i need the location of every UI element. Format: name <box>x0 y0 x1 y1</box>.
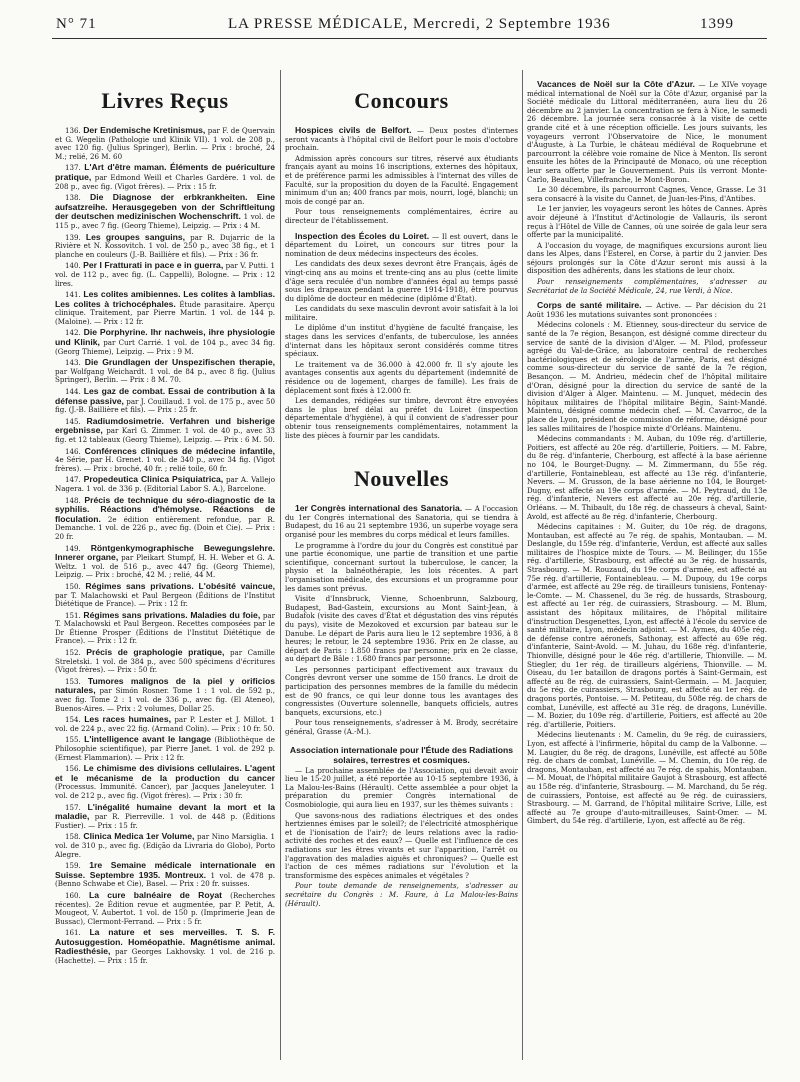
book-title: Radiumdosimetrie. Verfahren und bisherige ergebnisse, <box>55 415 275 436</box>
book-entry <box>55 928 275 965</box>
book-details: par R. Dujarric de la Rivière et N. Kossovitch. 1 vol. de 250 p., avec 38 fig., et 1 planche en couleurs (J.-B. Baillière et fils). — Prix : 36 fr. <box>55 232 275 259</box>
article-paragraph: Médecins lieutenants : M. Camelin, du 9e rég. de cuirassiers, Lyon, est affecté à l'infirmerie, hôpital du camp de la Valbonne. — M. Laugier, du 8e rég. de dragons, Lunéville, est affecté au 508e rég. de chars de combat, Lunéville. — M. Chemin, du 10e rég. de dragons, Montauban, est affecté au 7e rég. de spahis, Montauban. — M. Mouat, de l'hôpital militaire Gaujot à Strasbourg, est affecté au 158e rég. d'infanterie, Strasbourg. — M. Marchand, du 5e rég. de cuirassiers, Pontoise, est affecté au 9e rég. de cuirassiers, Strasbourg. — M. Garrand, de l'hôpital militaire Scrive, Lille, est affecté au 7e groupe d'auto-mitrailleuses, Saint-Omer. — M. Gimbert, du 54e rég. d'artillerie, Lyon, est affecté au 8e rég. <box>527 730 767 826</box>
book-entry <box>55 387 275 415</box>
article-text: — A l'occasion du 1er Congrès international des Sanatoria, qui se tiendra à Budapest, du 16 au 21 septembre 1936, un superbe voyage sera organisé pour les membres du corps médical et leurs familles. <box>285 504 518 539</box>
article-paragraph: Les demandes, rédigées sur timbre, devront être envoyées dans le plus bref délai au préfet du Loiret (inspection départementale d'hygiène), à qui il convient de s'adresser pour obtenir tous renseignements complémentaires, notamment la liste des pièces à fournir par les candidats. <box>285 396 518 440</box>
book-number: 158. <box>65 832 81 842</box>
book-title: Tumores malignos de la piel y orificios naturales, <box>55 675 275 696</box>
book-title: L'intelligence avant le langage <box>84 734 212 745</box>
book-entry <box>55 735 275 762</box>
book-number: 149. <box>65 543 81 553</box>
book-number: 147. <box>65 475 81 485</box>
section-title-livres: Livres Reçus <box>101 88 229 113</box>
book-title: La nature et ses merveilles. T. S. F. Autosuggestion. Homéopathie. Magnétisme animal. Radiesthésie, <box>55 927 275 957</box>
book-details: par Nino Marsiglia. 1 vol. de 310 p., avec fig. (Edição da Livraria do Globo), Porto Alegre. <box>55 832 275 859</box>
article-paragraph <box>285 126 518 153</box>
column-divider <box>522 70 523 1060</box>
book-number: 146. <box>65 446 81 456</box>
book-title: Les groupes sanguins, <box>85 231 186 242</box>
book-entry <box>55 861 275 889</box>
book-number: 160. <box>65 890 81 900</box>
book-details: Étude parasitaire. Aperçu clinique. Traitement, par Pierre Martin. 1 vol. de 144 p. (Maloine). — Prix : 12 fr. <box>55 299 275 326</box>
article-paragraph: Les candidats des deux sexes devront être Français, âgés de vingt-cinq ans au moins et trente-cinq ans au plus (cette limite d'âge sera reculée d'un nombre d'années égal au temps passé sous les drapeaux pendant la guerre 1914-1918), être pourvus du diplôme de docteur en médecine (diplôme d'État). <box>285 259 518 303</box>
article-paragraph: Médecins commandants : M. Auban, du 109e rég. d'artillerie, Poitiers, est affecté au 20e rég. d'artillerie, Poitiers. — M. Fabre, du 8e rég. d'infanterie, Cherbourg, est affecté à la base aérienne no 104, le Bourget-Dugny. — M. Zimmermann, du 55e rég. d'artillerie, Fontainebleau, est affecté au 13e rég. d'infanterie, Nevers. — M. Grusson, de la base aérienne no 104, le Bourget-Dugny, est affecté au 19e corps d'armée. — M. Peytraud, du 13e rég. d'infanterie, Nevers est affecté au 20e rég. d'artillerie, Orléans. — M. Thibault, du 18e rég. de chasseurs à cheval, Saint-Avold, est affecté au 8e rég. d'infanterie, Cherbourg. <box>527 434 767 521</box>
issue-number: N° 71 <box>56 16 97 32</box>
article-paragraph <box>527 301 767 319</box>
book-title: Les gaz de combat. Essai de contribution à la défense passive, <box>55 386 275 406</box>
article-paragraph: — La prochaine assemblée de l'Association, qui devait avoir lieu le 15-20 juillet, a été reportée au 10-15 septembre 1936, à La Malou-les-Bains (Hérault). Cette assemblée a pour objet la préparation du premier Congrès international de Cosmobiologie, qui aura lieu en 1937, sur les thèmes suivants : <box>285 765 518 809</box>
article-text: — Le XIVe voyage médical international de Noël sur la Côte d'Azur, organisé par la Société médicale du Littoral méditerranéen, aura lieu du 26 décembre au 2 janvier. La concentration se fera à Nice, le samedi 26 décembre. La journée sera consacrée à la visite de cette grande cité et à une réception officielle. Les jours suivants, les voyageurs verront l'Observatoire de Nice, le monument d'Auguste, à La Turbie, le château médiéval de Roquebrune et parcourront la célèbre voie romaine de Nice à Menton. Ils seront ensuite les hôtes de la Principauté de Monaco, où une réception leur sera offerte par le Gouvernement. Puis ils verront Monte-Carlo, Beaulieu, Villefranche, le Mont-Boron. <box>527 80 767 184</box>
book-title: Die Diagnose der erbkrankheiten. Eine aufsatzreihe. Herausgegeben von der Schriftleitung der deutschen medizinischen Wochenschrift. <box>55 192 275 222</box>
page-number: 1399 <box>700 16 734 32</box>
book-number: 136. <box>65 126 81 135</box>
book-number: 151. <box>65 610 81 620</box>
book-title: Précis de technique du séro-diagnostic de la syphilis. Réactions d'hémolyse. Réactions de floculation. <box>55 494 275 524</box>
book-details: 2e édition entièrement refondue, par R. Demanche. 1 vol. de 226 p., avec fig. (Doin et Cie). — Prix : 20 fr. <box>55 514 275 541</box>
book-number: 138. <box>65 193 81 203</box>
book-details: (Recherches récentes). 2e Édition revue et augmentée, par P. Petit, A. Mougeot, V. Aubertot. 1 vol. de 150 p. (Imprimerie Jean de Bussac), Clermont-Ferrand. — Prix : 5 fr. <box>55 890 275 926</box>
book-details: par T. Malachowski et Paul Bergeon. Recettes composées par le Dr Étienne Prosper (Éditions de l'Institut Diététique de France). — Prix : 12 fr. <box>55 610 275 646</box>
book-number: 143. <box>65 358 81 368</box>
book-entry <box>55 544 275 580</box>
book-details: par F. de Quervain et G. Wegelin (Pathologie und Klinik VII). 1 vol. de 208 p., avec 120 fig. (Julius Springer), Berlin. — Prix : broché, 24 M.; relié, 26 M. 60 <box>55 126 275 161</box>
book-entry <box>55 417 275 445</box>
book-title: Conférences cliniques de médecine infantile, <box>84 445 275 456</box>
book-title: Die Porphyrine. Ihr nachweis, ihre physiologie und Klinik, <box>55 327 275 348</box>
book-details: par Pleikart Stumpf, H. H. Weber et G. A. Weltz. 1 vol. de 516 p., avec 447 fig. (Georg Thieme), Leipzig. — Prix : broché, 42 M. ; relié, 44 M. <box>55 553 275 580</box>
book-entry <box>55 715 275 733</box>
book-title: Röntgenkymographische Bewegungslehre. Innerer organe, <box>55 542 275 563</box>
book-number: 159. <box>65 861 81 871</box>
article-heading: Hospices civils de Belfort. <box>295 125 412 135</box>
page-header <box>0 0 800 32</box>
book-details: (Processus. Immunité. Cancer), par Jacques Janeleyuter. 1 vol. de 212 p., avec fig. (Vigot frères). — Prix : 30 fr. <box>55 782 275 800</box>
book-entry <box>55 648 275 675</box>
book-number: 137. <box>65 163 81 173</box>
book-entry <box>55 891 275 926</box>
book-number: 141. <box>65 290 81 300</box>
book-details: (Bibliothèque de Philosophie scientifique), par Pierre Janet. 1 vol. de 292 p. (Ernest Flammarion). — Prix : 12 fr. <box>55 735 275 762</box>
article-text: — Active. — Par décision du 21 Août 1936 les mutations suivantes sont prononcées : <box>527 301 767 319</box>
article-heading: Association internationale pour l'Étude des Radiations solaires, terrestres et cosmiques. <box>289 744 514 765</box>
book-number: 142. <box>65 328 81 338</box>
article-paragraph: Le 30 décembre, ils parcourront Cagnes, Vence, Grasse. Le 31 sera consacré à la visite du Cannet, de Juan-les-Pins, d'Antibes. <box>527 185 767 203</box>
book-list <box>55 126 275 966</box>
book-details: par Wolfgang Weichardt. 1 vol. de 84 p., avec 8 fig. (Julius Springer), Berlin. — Prix : 8 M. 70. <box>55 366 275 385</box>
article-paragraph: Médecins colonels : M. Etienney, sous-directeur du service de santé de la 7e région, Besançon, est désigné comme directeur du service de santé de la division d'Alger. — M. Pilod, professeur agrégé du Val-de-Grâce, au laboratoire central de recherches bactériologiques et de sérologie de l'armée, Paris, est désigné comme sous-directeur du service de santé de la 7e région, Besançon. — M. Andrieu, médecin chef de l'hôpital militaire d'Oran, désigné pour la direction du service de santé de la division d'Alger à Alger. Maintenu. — M. Junquet, médecin des hôpitaux militaires de l'hôpital militaire Bégin, Saint-Mandé. Maintenu, désigné comme médecin chef. — M. Cavarroc, de la place de Lyon, président de commission de réforme, désigné pour les salles militaires de l'hospice mixte d'Orléans. Maintenu. <box>527 320 767 433</box>
book-details: par T. Malachowski et Paul Bergeon (Éditions de l'Institut Diététique de France). — Prix : 12 fr. <box>55 590 275 609</box>
section-title-concours: Concours <box>354 88 449 113</box>
book-number: 157. <box>65 802 81 812</box>
journal-title: LA PRESSE MÉDICALE, Mercredi, 2 Septembre 1936 <box>228 16 611 32</box>
book-number: 140. <box>65 261 81 271</box>
nouvelles-continued-column <box>527 80 767 828</box>
book-entry <box>55 193 275 230</box>
book-entry <box>55 764 275 800</box>
book-number: 148. <box>65 495 81 505</box>
book-details: par Edmond Weill et Charles Gardère. 1 vol. de 208 p., avec fig. (Vigot frères). — Prix : 15 fr. <box>55 172 275 191</box>
section-title-nouvelles: Nouvelles <box>354 466 449 492</box>
article-paragraph: Pour toute demande de renseignements, s'adresser au secrétaire du Congrès : M. Faure, à La Malou-les-Bains (Hérault). <box>285 881 518 908</box>
book-number: 144. <box>65 387 81 397</box>
book-details: par V. Putti. 1 vol. de 112 p., avec fig. (L. Cappelli), Bologne. — Prix : 12 lires. <box>55 261 275 288</box>
book-title: La cure balnéaire de Royat <box>88 889 222 900</box>
article-paragraph: Pour tous renseignements, s'adresser à M. Brody, secrétaire général, Grasse (A.-M.). <box>285 718 518 737</box>
article-heading: Vacances de Noël sur la Côte d'Azur. <box>537 80 695 89</box>
book-title: L'inégalité humaine devant la mort et la maladie, <box>55 801 275 822</box>
book-title: Régimes sans privations. L'obésité vaincue, <box>85 580 275 591</box>
book-title: 1re Semaine médicale internationale en Suisse. Septembre 1935. Montreux. <box>55 860 275 880</box>
book-number: 161. <box>65 928 81 938</box>
book-number: 154. <box>65 715 81 725</box>
book-details: par Camille Streletski. 1 vol. de 384 p., avec 500 spécimens d'écritures (Vigot frères). — Prix : 50 fr. <box>55 648 275 675</box>
article-heading: Inspection des Écoles du Loiret. <box>295 230 430 241</box>
book-title: Le chimisme des divisions cellulaires. L'agent et le mécanisme de la production du cancer <box>55 763 275 783</box>
article-paragraph: Que savons-nous des radiations électriques et des ondes hertziennes émises par le soleil?; de l'électricité atmosphérique et de l'ionisation de l'air?; de leurs relations avec la radio-activité des roches et des eaux? — Quelle est l'influence de ces radiations sur les êtres vivants et sur l'apparition, l'arrêt ou l'aggravation des maladies aiguës et chroniques? — Quelle est l'action de ces mêmes radiations sur l'évolution et la transformisme des espèces animales et végétales ? <box>285 810 518 880</box>
book-number: 145. <box>65 416 81 426</box>
book-title: L'Art d'être maman. Éléments de puériculture pratique, <box>55 162 275 182</box>
book-number: 153. <box>65 676 81 686</box>
book-entry <box>55 496 275 542</box>
book-title: Clinica Medica 1er Volume, <box>83 831 195 842</box>
book-details: par J. Couillaud. 1 vol. de 175 p., avec 50 fig. (J.-B. Baillière et fils). — Prix : 25 fr. <box>55 396 275 415</box>
book-details: par A. Vallejo Nagera. 1 vol. de 336 p. (Editorial Labor S. A.), Barcelone. <box>55 475 275 493</box>
book-number: 156. <box>65 764 81 774</box>
book-number: 155. <box>65 735 81 745</box>
book-entry <box>55 475 275 493</box>
book-entry <box>55 328 275 356</box>
book-number: 139. <box>65 232 81 242</box>
livres-recus-column <box>55 70 275 968</box>
article-paragraph: Admission après concours sur titres, réservé aux étudiants français ayant au moins 16 inscriptions, externes des hôpitaux, et de préférence parmi les admissibles à l'internat des villes de Faculté, sur la proposition du doyen de la Faculté. Engagement minimum d'un an; 400 francs par mois, nourri, logé, blanchi; un mois de congé par an. <box>285 153 518 206</box>
article-paragraph: Le diplôme d'un institut d'hygiène de faculté française, les stages dans les services d'enfants, de tuberculose, les années d'internat dans les hôpitaux seront considérés comme titres spéciaux. <box>285 323 518 359</box>
book-entry <box>55 290 275 326</box>
book-entry <box>55 447 275 474</box>
concours-column <box>285 70 518 910</box>
book-number: 150. <box>65 581 81 591</box>
book-title: Régimes sans privations. Maladies du foie, <box>83 609 261 620</box>
book-title: Précis de graphologie pratique, <box>86 647 225 658</box>
book-details: 1 vol. de 478 p. (Benno Schwabe et Cie), Basel. — Prix : 20 fr. suisses. <box>55 870 275 889</box>
book-details: par Georges Lakhovsky. 1 vol. de 216 p. (Hachette). — Prix : 15 fr. <box>55 947 275 966</box>
article-heading: Corps de santé militaire. <box>537 300 642 311</box>
column-divider <box>280 70 281 1060</box>
article-paragraph <box>285 232 518 259</box>
book-entry <box>55 261 275 288</box>
article-paragraph: Le programme à l'ordre du jour du Congrès est constitué par une partie économique, une partie de transition et une partie scientifique, concernant surtout la tuberculose, le cancer, la physio et la balnéothérapie, les lois récentes. A part l'organisation médicale, des excursions et un programme pour les dames sont prévus. <box>285 540 518 593</box>
book-entry <box>55 582 275 609</box>
book-entry <box>55 677 275 713</box>
book-details: 1 vol. de 115 p., avec 7 fig. (Georg Thieme), Leipzig. — Prix : 4 M. <box>55 212 275 230</box>
book-details: par R. Pierreville. 1 vol. de 448 p. (Éditions Fustier). — Prix : 15 fr. <box>55 812 275 830</box>
book-title: Les races humaines, <box>84 714 171 725</box>
article-paragraph: Médecins capitaines : M. Guiter, du 10e rég. de dragons, Montauban, est affecté au 7e rég. de spahis, Montauban. — M. Deslangle, du 159e rég. d'infanterie, Verdun, est affecté aux salles militaires de l'hospice mixte de Tours. — M. Beilinger, du 155e rég. d'artillerie, Strasbourg, est affecté au 3e rég. de hussards, Strasbourg. — M. Rouzaud, du 19e corps d'armée, est affecté au 75e rég. d'artillerie, Fontainebleau. — M. Dupouy, du 19e corps d'armée, est affecté au 29e rég. de tirailleurs tunisiens, Fontenay-le-Comte. — M. Chassenel, du 3e rég. de hussards, Strasbourg, est affecté au 1er rég. de cuirassiers, Strasbourg. — M. Blum, assistant des hôpitaux militaires, de l'hôpital militaire d'instruction Desgenettes, Lyon, est affecté à l'école du service de santé militaire, Lyon, médecin adjoint. — M. Aymes, du 405e rég. de défense contre aéronefs, Sathonay, est affecté au 69e rég. d'infanterie, Saint-Avold. — M. Juhau, du 168e rég. d'infanterie, Thionville, désigné pour le 46e rég. d'artillerie, Thionville. — M. Stiegler, du 1er rég. de tirailleurs algériens, Thionville. — M. Oiseau, du 1er bataillon de dragons portés à Saint-Germain, est affecté au 8e rég. de cuirassiers, Saint-Germain. — M. Jacquier, du 5e rég. de cuirassiers, Strasbourg, est affecté au 1er rég. de dragons portés, Pontoise. — M. Petiteau, du 508e rég. de chars de combat, Lunéville, est affecté au 31e rég. de dragons, Lunéville. — M. Bozier, du 109e rég. d'artillerie, Poitiers, est affecté au 20e rég. d'artillerie, Poitiers. <box>527 522 767 729</box>
book-title: Die Grundlagen der Unspezifischen therapie, <box>84 357 275 368</box>
header-rule <box>52 38 767 39</box>
book-title: Der Endemische Kretinismus, <box>83 125 206 135</box>
book-entry <box>55 832 275 859</box>
book-number: 152. <box>65 648 81 658</box>
article-paragraph: Pour tous renseignements complémentaires, écrire au directeur de l'établissement. <box>285 207 518 225</box>
article-paragraph: Pour renseignements complémentaires, s'adresser au Secrétariat de la Société Médicale, 24, rue Verdi, à Nice. <box>527 277 767 295</box>
article-paragraph: Visite d'Innsbruck, Vienne, Schoenbrunn, Salzbourg, Budapest, Bad-Gastein, excursions au Mont Saint-Jean, à Budafok (visite des caves d'État et dégustation des vins réputés du pays), visite de Mezokoved et excursion par bateau sur le Danube. Le départ de Paris aura lieu le 12 septembre 1936, à 8 heures; le retour, le 24 septembre 1936. Prix en 2e classe, au départ de Paris : 1.850 francs par personne; prix en 2e classe, au départ de Bâle : 1.680 francs par personne. <box>285 594 518 664</box>
book-entry <box>55 611 275 646</box>
article-paragraph: Le 1er janvier, les voyageurs seront les hôtes de Cannes. Après avoir déjeuné à l'Institut d'Actinologie de Vallauris, ils seront reçus à l'Hôtel de Ville de Cannes, où une soirée de gala leur sera offerte par la municipalité. <box>527 204 767 240</box>
book-details: 4e Série, par H. Grenet. 1 vol. de 340 p., avec 34 fig. (Vigot frères). — Prix : broché, 40 fr. ; relié toile, 60 fr. <box>55 455 275 473</box>
book-details: par Curt Carrié. 1 vol. de 104 p., avec 34 fig. (Georg Thieme), Leipzig. — Prix : 9 M. <box>55 338 275 356</box>
book-entry <box>55 358 275 385</box>
article-paragraph: Les personnes participant effectivement aux travaux du Congrès devront verser une somme de 150 francs. Le droit de participation des personnes membres de la famille du médecin est de 90 francs, ce qui leur donne tous les avantages des congressistes (Ouverture solennelle, banquets officiels, autres banquets, excursions, etc.) <box>285 664 518 717</box>
book-entry <box>55 803 275 831</box>
article-paragraph: A l'occasion du voyage, de magnifiques excursions auront lieu dans les Alpes, dans l'Esterel, en Corse, à partir du 2 janvier. Des séjours prolongés sur la Côte d'Azur seront mis aussi à la disposition des adhérents, dans les stations de leur choix. <box>527 240 767 276</box>
article-heading: 1er Congrès international des Sanatoria. <box>295 503 463 514</box>
article-text: — Il est ouvert, dans le département du Loiret, un concours sur titres pour la nomination de deux médecins inspecteurs des écoles. <box>285 231 518 258</box>
book-entry <box>55 126 275 161</box>
book-title: Per I Fratturati in pace e in guerra, <box>83 260 224 271</box>
article-paragraph <box>527 80 767 184</box>
book-details: par Karl G. Zimmer. 1 vol. de 40 p., avec 33 fig. et 12 tableaux (Georg Thieme), Leipzig. — Prix : 6 M. 50. <box>55 426 275 444</box>
article-paragraph <box>285 504 518 539</box>
article-paragraph: Les candidats du sexe masculin devront avoir satisfait à la loi militaire. <box>285 304 518 322</box>
book-entry <box>55 163 275 191</box>
book-details: par P. Lester et J. Millot. 1 vol. de 224 p., avec 22 fig. (Armand Colin). — Prix : 10 fr. 50. <box>55 715 275 733</box>
article-paragraph: Le traitement va de 36.000 à 42.000 fr. Il s'y ajoute les avantages consentis aux agents du département (indemnité de résidence ou de logement, charges de famille). Les frais de déplacement sont fixés à 12.000 fr. <box>285 359 518 395</box>
book-details: par Simón Rosner. Tome 1 : 1 vol. de 592 p., avec fig. Tome 2 : 1 vol. de 336 p., avec fig. (El Ateneo), Buenos-Aires. — Prix : 2 volumes, Dollar 25. <box>55 686 275 713</box>
article-text: — Deux postes d'internes seront vacants à l'hôpital civil de Belfort pour le mois d'octobre prochain. <box>285 126 518 153</box>
book-title: Propedeutica Clinica Psiquiatrica, <box>83 474 224 485</box>
book-entry <box>55 233 275 260</box>
book-title: Les colites amibiennes. Les colites à lamblias. Les colites à trichocéphales. <box>55 289 275 309</box>
